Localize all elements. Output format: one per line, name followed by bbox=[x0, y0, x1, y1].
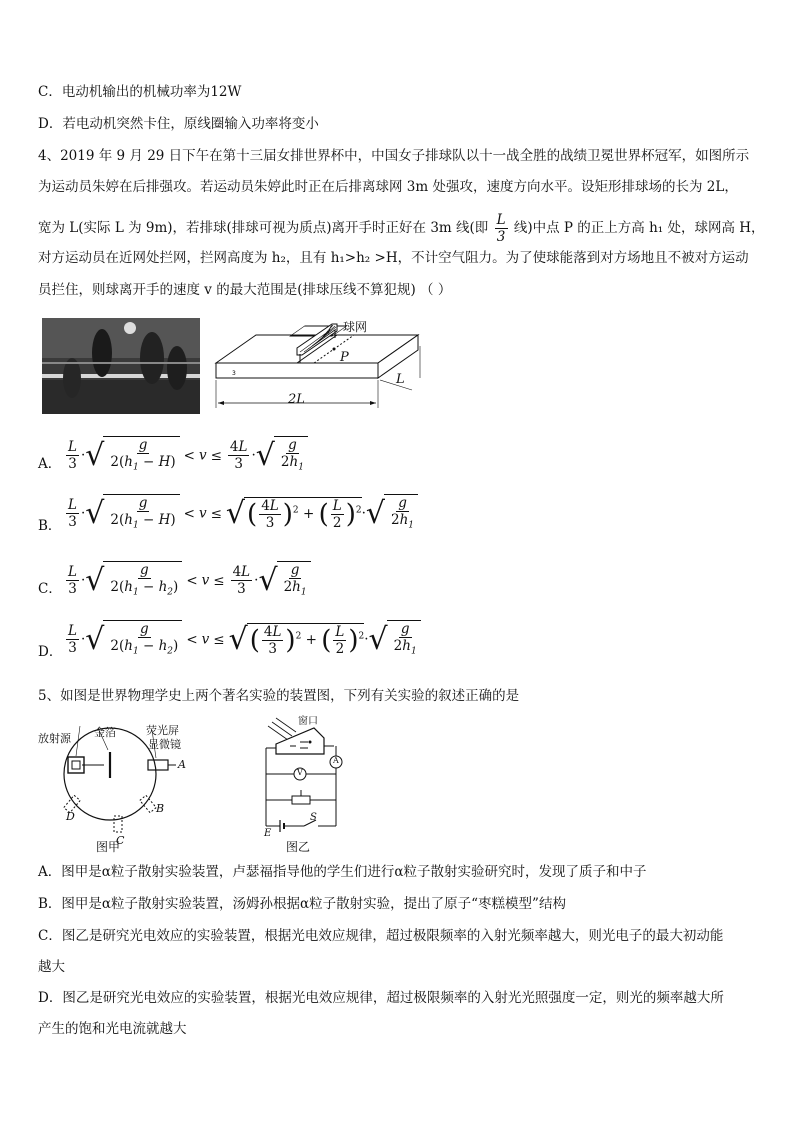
q4-stem-line1: 4、2019 年 9 月 29 日下午在第十三届女排世界杯中，中国女子排球队以十一战全胜的战绩卫冕世界杯冠军，如图所示 bbox=[38, 148, 750, 164]
fraction-numerator: L bbox=[496, 212, 506, 228]
label-window: 窗口 bbox=[298, 716, 318, 727]
label-source: 放射源 bbox=[38, 732, 71, 745]
court-label-l: L bbox=[396, 372, 405, 387]
court-label-2l: 2L bbox=[288, 392, 305, 407]
q4-stem-line4: 对方运动员在近网处拦网，拦网高度为 h₂，且有 h₁>h₂ >H，不计空气阻力。为了使球能落到对方场地且不被对方运动 bbox=[38, 250, 749, 266]
q4-stem-line3-part1: 宽为 L(实际 L 为 9m)，若排球(排球可视为质点)离开手时正好在 3m 线(即 bbox=[38, 220, 489, 236]
figure-a-caption: 图甲 bbox=[96, 840, 121, 854]
q4-stem-line2: 为运动员朱婷在后排强攻。若运动员朱婷此时正在后排离球网 3m 处强攻，速度方向水平。设矩形排球场的长为 2L， bbox=[38, 179, 738, 195]
q4-inline-fraction bbox=[495, 212, 508, 245]
q4-stem-line3 bbox=[38, 212, 764, 245]
svg-text:3: 3 bbox=[232, 370, 236, 377]
fraction-denominator: 3 bbox=[496, 229, 506, 245]
q5-option-d-line2: 产生的饱和光电流就越大 bbox=[38, 1021, 187, 1037]
figure-b-caption: 图乙 bbox=[286, 840, 311, 854]
q4-option-c-label: C． bbox=[38, 581, 62, 597]
label-foil: 金箔 bbox=[94, 726, 116, 739]
alpha-scattering-figure bbox=[38, 716, 198, 852]
photoelectric-circuit-figure bbox=[256, 714, 358, 838]
label-s: S bbox=[310, 812, 317, 823]
q5-option-b: B．图甲是α粒子散射实验装置，汤姆孙根据α粒子散射实验，提出了原子“枣糕模型”结构 bbox=[38, 896, 566, 912]
label-voltmeter: V bbox=[297, 768, 303, 777]
court-diagram bbox=[212, 318, 432, 416]
label-a: A bbox=[178, 758, 186, 771]
label-c: C bbox=[116, 834, 125, 847]
q4-stem-line3-part2: 线)中点 P 的正上方高 h₁ 处，球网高 H， bbox=[513, 220, 765, 236]
volleyball-photo bbox=[42, 318, 200, 414]
q5-stem: 5、如图是世界物理学史上两个著名实验的装置图，下列有关实验的叙述正确的是 bbox=[38, 688, 520, 704]
label-d: D bbox=[66, 810, 75, 823]
q5-option-a: A．图甲是α粒子散射实验装置，卢瑟福指导他的学生们进行α粒子散射实验研究时，发现了质子和中子 bbox=[38, 864, 647, 880]
court-label-p: P bbox=[340, 350, 349, 365]
q4-option-b-label: B． bbox=[38, 518, 62, 534]
label-microscope: 显微镜 bbox=[148, 738, 181, 751]
label-e: E bbox=[264, 828, 272, 839]
q4-option-d-label: D． bbox=[38, 644, 63, 660]
q5-option-c-line1: C．图乙是研究光电效应的实验装置，根据光电效应规律，超过极限频率的入射光频率越大，则光电子的最大初动能 bbox=[38, 928, 724, 944]
q4-option-a-label: A． bbox=[38, 456, 62, 472]
q5-option-c-line2: 越大 bbox=[38, 959, 65, 975]
label-b: B bbox=[156, 802, 165, 815]
label-ammeter: A bbox=[333, 756, 339, 765]
q5-option-d-line1: D．图乙是研究光电效应的实验装置，根据光电效应规律，超过极限频率的入射光光照强度一定，则光的频率越大所 bbox=[38, 990, 724, 1006]
q4-option-a-formula: $\frac{L}{3}$ · √ $\frac{g}{2(h_1 - H)}$ < v ≤ $\frac{4L}{3}$ · √ $\frac{g}{2h_1}$ bbox=[64, 436, 308, 476]
prev-option-d: D．若电动机突然卡住，原线圈输入功率将变小 bbox=[38, 116, 319, 132]
prev-option-c: C．电动机输出的机械功率为12W bbox=[38, 84, 242, 100]
q4-option-c-formula: $\frac{L}{3}$ · √ $\frac{g}{2(h_1 - h_2)}$ < v ≤ $\frac{4L}{3}$ · √ $\frac{g}{2h_1}$ bbox=[64, 561, 311, 601]
q4-stem-line5: 员拦住，则球离开手的速度 v 的最大范围是(排球压线不算犯规) （ ） bbox=[38, 282, 452, 298]
label-screen: 荧光屏 bbox=[146, 724, 179, 737]
q4-option-d-formula: $\frac{L}{3}$ · √ $\frac{g}{2(h_1 - h_2)}$ < v ≤ √ ( $\frac{4L}{3}$ )$^2$ + ( $\frac{L}{2}$ )$^2$ · √ $\frac{g}{2h_1}$ bbox=[64, 620, 421, 660]
q4-option-b-formula: $\frac{L}{3}$ · √ $\frac{g}{2(h_1 - H)}$ < v ≤ √ ( $\frac{4L}{3}$ )$^2$ + ( $\frac{L}{2}$ )$^2$ · √ $\frac{g}{2h_1}$ bbox=[64, 494, 418, 534]
court-label-net: 球网 bbox=[343, 320, 368, 334]
